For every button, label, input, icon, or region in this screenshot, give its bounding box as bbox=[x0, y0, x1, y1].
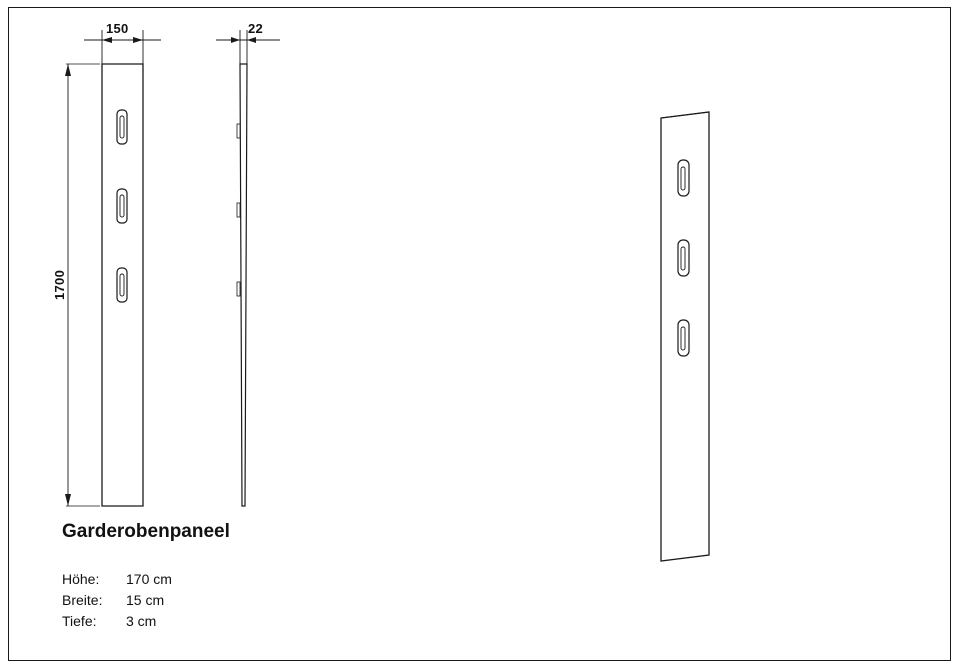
perspective-view bbox=[661, 112, 709, 561]
perspective-view-hooks bbox=[678, 160, 689, 356]
spec-label-tiefe: Tiefe: bbox=[62, 613, 97, 629]
height-dimension-label: 1700 bbox=[52, 269, 67, 300]
spec-label-hoehe: Höhe: bbox=[62, 571, 100, 587]
front-view-hooks bbox=[117, 110, 127, 302]
side-view bbox=[237, 64, 247, 506]
front-view bbox=[102, 64, 143, 506]
height-dimension bbox=[65, 64, 100, 506]
spec-value-hoehe: 170 cm bbox=[126, 571, 172, 587]
product-title: Garderobenpaneel bbox=[62, 521, 230, 542]
spec-value-breite: 15 cm bbox=[126, 592, 165, 608]
spec-label-breite: Breite: bbox=[62, 592, 103, 608]
width-dimension-label: 150 bbox=[106, 21, 129, 36]
depth-dimension-label: 22 bbox=[248, 21, 264, 36]
spec-value-tiefe: 3 cm bbox=[126, 613, 157, 629]
